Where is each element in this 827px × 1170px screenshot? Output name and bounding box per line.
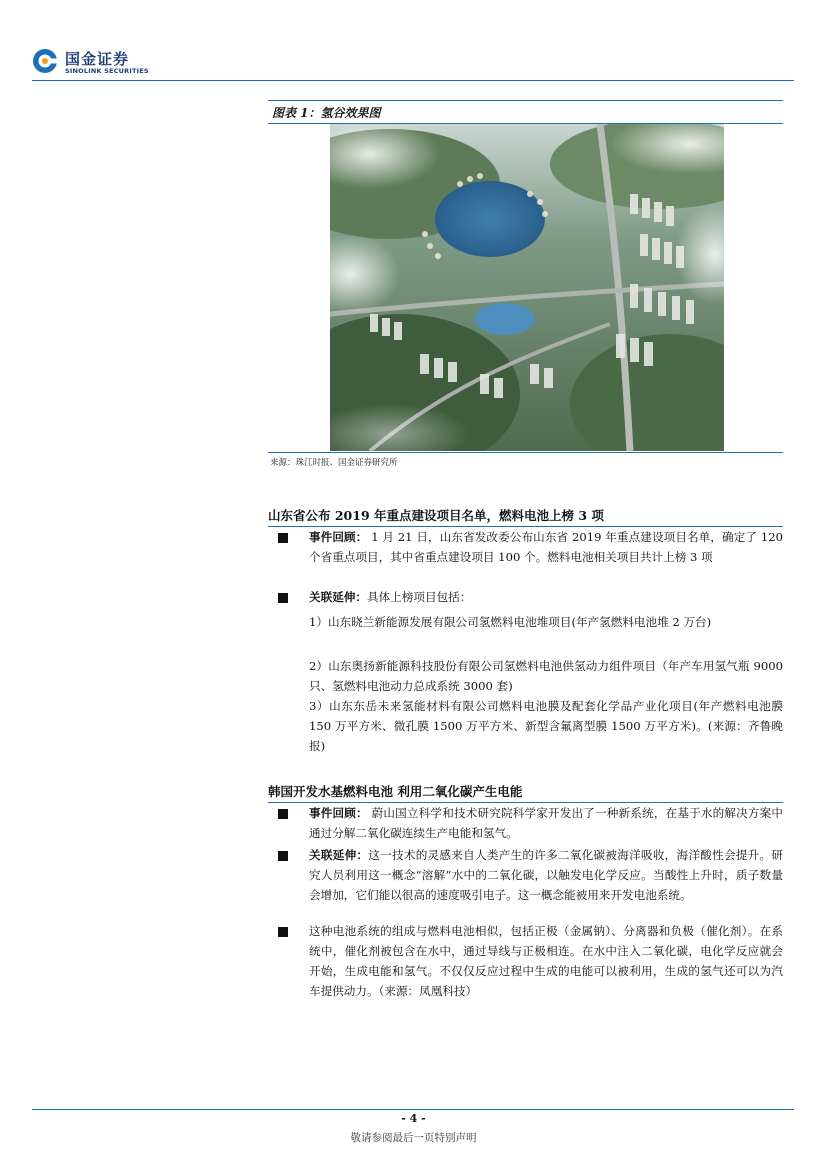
bullet-icon <box>278 927 288 937</box>
section1-item-3: 3）山东东岳未来氢能材料有限公司燃料电池膜及配套化学品产业化项目(年产燃料电池膜 150 万平方米、微孔膜 1500 万平方米、新型含氟离型膜 1500 万平方米)。(来源：齐鲁晚报) <box>309 699 783 753</box>
section2-ext-label: 关联延伸： <box>309 848 369 862</box>
header-rule <box>32 80 794 81</box>
section1-item-2: 2）山东奥扬新能源科技股份有限公司氢燃料电池供氢动力组件项目（年产车用氢气瓶 9000 只、氢燃料电池动力总成系统 3000 套) <box>309 659 783 693</box>
section2-event <box>309 803 783 843</box>
bullet-icon <box>278 809 288 819</box>
figure-source-rule <box>268 452 783 453</box>
figure-source: 来源：珠江时报、国金证券研究所 <box>270 458 398 468</box>
section1-title: 山东省公布 2019 年重点建设项目名单，燃料电池上榜 3 项 <box>268 508 604 523</box>
section2-extra: 这种电池系统的组成与燃料电池相似，包括正极（金属钠）、分离器和负极（催化剂）。在系统中，催化剂被包含在水中，通过导线与正极相连。在水中注入二氧化碳，电化学反应就会开始，生成电能和氢气。不仅仅反应过程中生成的电能可以被利用，生成的氢气还可以为汽车提供动力。（来源：凤凰科技） <box>309 924 783 998</box>
section1-event-label: 事件回顾： <box>309 530 368 544</box>
section2-extension <box>309 845 783 905</box>
page-number: - 4 - <box>401 1112 426 1125</box>
section2-title: 韩国开发水基燃料电池 利用二氧化碳产生电能 <box>268 784 523 799</box>
section1-ext-label: 关联延伸： <box>309 590 367 604</box>
figure-title-bar <box>268 100 783 124</box>
disclaimer-note: 敬请参阅最后一页特别声明 <box>350 1132 477 1144</box>
figure-title: 图表 1：氢谷效果图 <box>272 106 381 120</box>
sinolink-logo-icon <box>32 48 58 74</box>
section2-event-label: 事件回顾： <box>309 806 368 820</box>
bullet-icon <box>278 851 288 861</box>
logo-chinese-name: 国金证券 <box>65 50 130 68</box>
section1-ext-text: 具体上榜项目包括： <box>366 590 472 604</box>
company-logo <box>32 48 162 78</box>
section1-item-1: 1）山东晓兰新能源发展有限公司氢燃料电池堆项目(年产氢燃料电池堆 2 万台) <box>309 615 712 629</box>
section1-event-text: 1 月 21 日，山东省发改委公布山东省 2019 年重点建设项目名单，确定了 120 个省重点项目，其中省重点建设项目 100 个。燃料电池相关项目共计上榜 3 项 <box>309 530 783 564</box>
section2-ext-text: 这一技术的灵感来自人类产生的许多二氧化碳被海洋吸收，海洋酸性会提升。研究人员利用这一概念“溶解”水中的二氧化碳，以触发电化学反应。当酸性上升时，质子数量会增加，它们能以很高的速度吸引电子。这一概念能被用来开发电池系统。 <box>309 848 783 902</box>
bullet-icon <box>278 593 288 603</box>
logo-english-name: SINOLINK SECURITIES <box>65 67 149 75</box>
footer-rule <box>32 1109 794 1110</box>
section1-event <box>309 527 783 567</box>
bullet-icon <box>278 533 288 543</box>
section1-extension <box>309 587 783 607</box>
hydrogen-valley-rendering-image <box>330 124 724 451</box>
section2-event-text: 蔚山国立科学和技术研究院科学家开发出了一种新系统，在基于水的解决方案中通过分解二氧化碳连续生产电能和氢气。 <box>309 806 783 840</box>
